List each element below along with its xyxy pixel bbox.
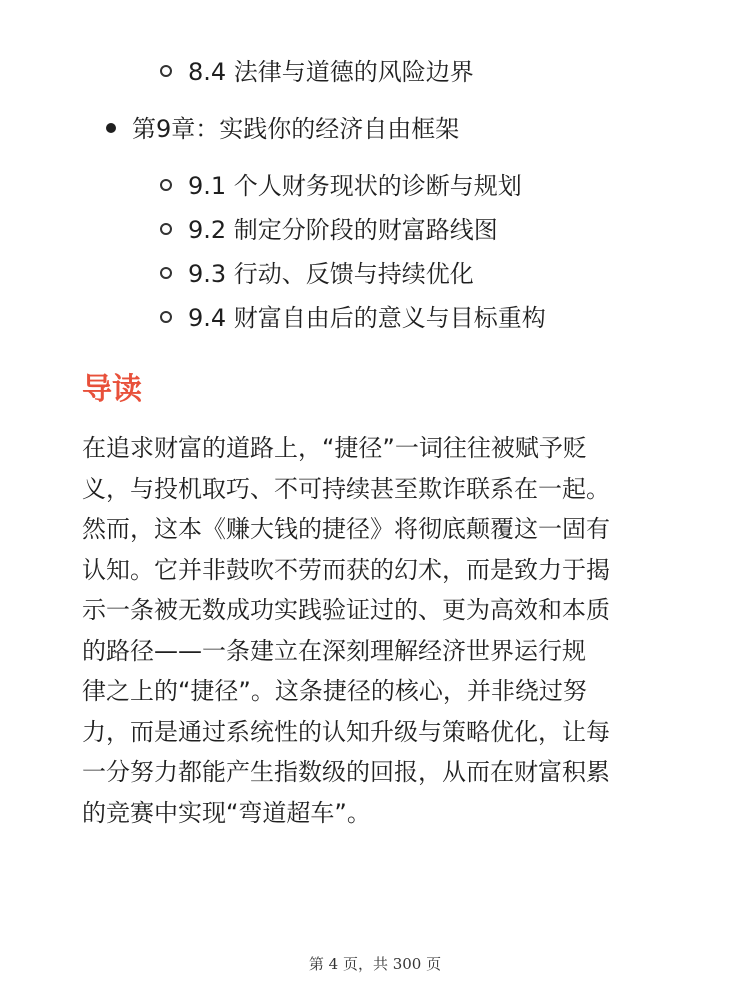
toc-chapter-9 xyxy=(106,113,459,145)
circle-bullet-icon xyxy=(160,65,172,77)
toc-item-label: 9.2 制定分阶段的财富路线图 xyxy=(188,216,498,244)
disc-bullet-icon xyxy=(106,123,116,133)
section-heading: 导读 xyxy=(82,372,142,407)
toc-item-label: 8.4 法律与道德的风险边界 xyxy=(188,58,474,86)
paragraph-line: 一分努力都能产生指数级的回报，从而在财富积累 xyxy=(82,758,610,786)
toc-item-9-3 xyxy=(160,258,474,290)
paragraph-line: 力，而是通过系统性的认知升级与策略优化，让每 xyxy=(82,717,610,746)
toc-item-9-1 xyxy=(160,170,522,202)
paragraph-line: 在追求财富的道路上，“捷径”一词往往被赋予贬 xyxy=(82,434,587,462)
paragraph-line: 然而，这本《赚大钱的捷径》将彻底颠覆这一固有 xyxy=(82,515,610,543)
paragraph-line: 认知。它并非鼓吹不劳而获的幻术，而是致力于揭 xyxy=(82,555,610,584)
toc-item-9-2 xyxy=(160,214,498,246)
circle-bullet-icon xyxy=(160,179,172,191)
toc-item-8-4 xyxy=(160,56,474,88)
toc-item-9-4 xyxy=(160,302,546,334)
paragraph-line: 示一条被无数成功实践验证过的、更为高效和本质 xyxy=(82,596,610,624)
circle-bullet-icon xyxy=(160,311,172,323)
circle-bullet-icon xyxy=(160,223,172,235)
body-paragraph xyxy=(82,428,682,833)
paragraph-line: 的竞赛中实现“弯道超车”。 xyxy=(82,798,371,827)
circle-bullet-icon xyxy=(160,267,172,279)
paragraph-line: 义，与投机取巧、不可持续甚至欺诈联系在一起。 xyxy=(82,474,610,503)
toc-chapter-label: 第9章：实践你的经济自由框架 xyxy=(132,115,460,143)
toc-item-label: 9.4 财富自由后的意义与目标重构 xyxy=(188,304,546,332)
paragraph-line: 的路径——一条建立在深刻理解经济世界运行规 xyxy=(82,636,586,665)
toc-item-label: 9.1 个人财务现状的诊断与规划 xyxy=(188,172,522,200)
page-number-footer: 第 4 页，共 300 页 xyxy=(308,955,442,973)
toc-item-label: 9.3 行动、反馈与持续优化 xyxy=(188,260,474,288)
paragraph-line: 律之上的“捷径”。这条捷径的核心，并非绕过努 xyxy=(82,677,587,705)
